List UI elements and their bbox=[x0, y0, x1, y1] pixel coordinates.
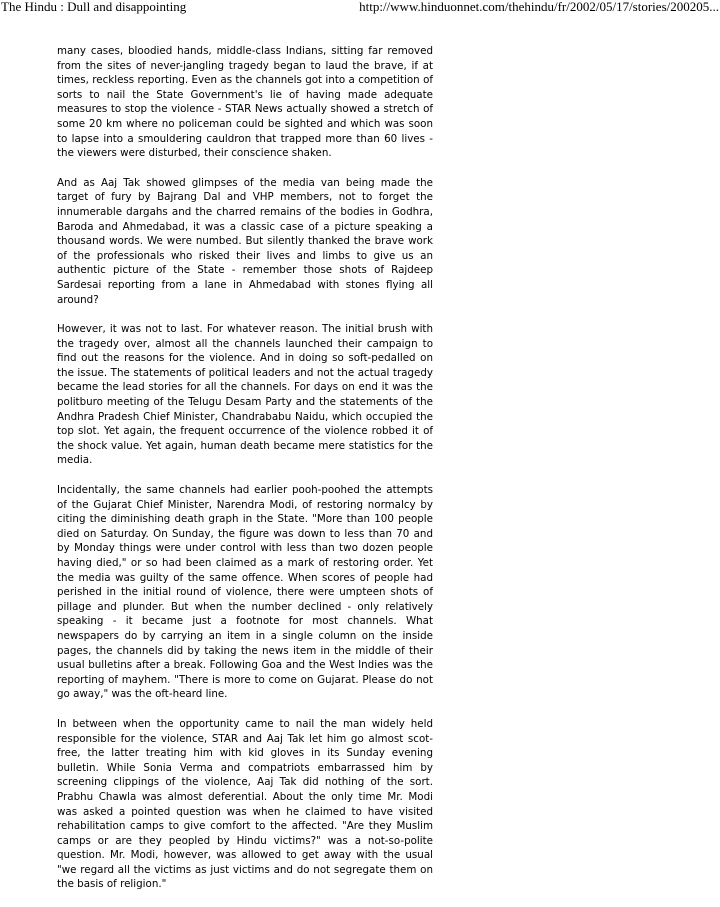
article-paragraph: many cases, bloodied hands, middle-class Indians, sitting far removed from the sites of never-jangling tragedy began to laud the brave, if at times, reckless reporting. Even as the channels got into a competition of sorts to nail the State Government's lie of having made adequate measures to stop the violence - STAR News actually showed a stretch of some 20 km where no policeman could be sighted and which was soon to lapse into a smouldering cauldron that trapped more than 60 lives - the viewers were disturbed, their conscience shaken. bbox=[57, 45, 433, 160]
print-header bbox=[0, 0, 720, 16]
page-title: The Hindu : Dull and disappointing bbox=[1, 0, 187, 14]
article-paragraph: Incidentally, the same channels had earlier pooh-poohed the attempts of the Gujarat Chief Minister, Narendra Modi, of restoring normalcy by citing the diminishing death graph in the State. "More than 100 people died on Saturday. On Sunday, the figure was down to less than 70 and by Monday things were under control with less than two dozen people having died," or so had been claimed as a mark of restoring order. Yet the media was guilty of the same offence. When scores of people had perished in the initial round of violence, there were umpteen shots of pillage and plunder. But when the number declined - only relatively speaking - it became just a footnote for most channels. What newspapers do by carrying an item in a single column on the inside pages, the channels did by taking the news item in the middle of their usual bulletins after a break. Following Goa and the West Indies was the reporting of mayhem. "There is more to come on Gujarat. Please do not go away," was the oft-heard line. bbox=[57, 484, 433, 701]
article-paragraph: And as Aaj Tak showed glimpses of the media van being made the target of fury by Bajrang Dal and VHP members, not to forget the innumerable dargahs and the charred remains of the bodies in Godhra, Baroda and Ahmedabad, it was a classic case of a picture speaking a thousand words. We were numbed. But silently thanked the brave work of the professionals who risked their lives and limbs to give us an authentic picture of the State - remember those shots of Rajdeep Sardesai reporting from a lane in Ahmedabad with stones flying all around? bbox=[57, 176, 433, 306]
page-url: http://www.hinduonnet.com/thehindu/fr/2002/05/17/stories/200205... bbox=[359, 0, 719, 14]
article-paragraph: However, it was not to last. For whatever reason. The initial brush with the tragedy over, almost all the channels launched their campaign to find out the reasons for the violence. And in doing so soft-pedalled on the issue. The statements of political leaders and not the actual tragedy became the lead stories for all the channels. For days on end it was the politburo meeting of the Telugu Desam Party and the statements of the Andhra Pradesh Chief Minister, Chandrababu Naidu, which occupied the top slot. Yet again, the frequent occurrence of the violence robbed it of the shock value. Yet again, human death became mere statistics for the media. bbox=[57, 323, 433, 467]
article-body bbox=[57, 44, 433, 907]
article-paragraph: In between when the opportunity came to nail the man widely held responsible for the violence, STAR and Aaj Tak let him go almost scot-free, the latter treating him with kid gloves in its Sunday evening bulletin. While Sonia Verma and compatriots embarrassed him by screening clippings of the violence, Aaj Tak did nothing of the sort. Prabhu Chawla was almost deferential. About the only time Mr. Modi was asked a pointed question was when he claimed to have visited rehabilitation camps to give comfort to the affected. "Are they Muslim camps or are they peopled by Hindu victims?" was a not-so-polite question. Mr. Modi, however, was allowed to get away with the usual "we regard all the victims as just victims and do not segregate them on the basis of religion." bbox=[57, 717, 433, 891]
